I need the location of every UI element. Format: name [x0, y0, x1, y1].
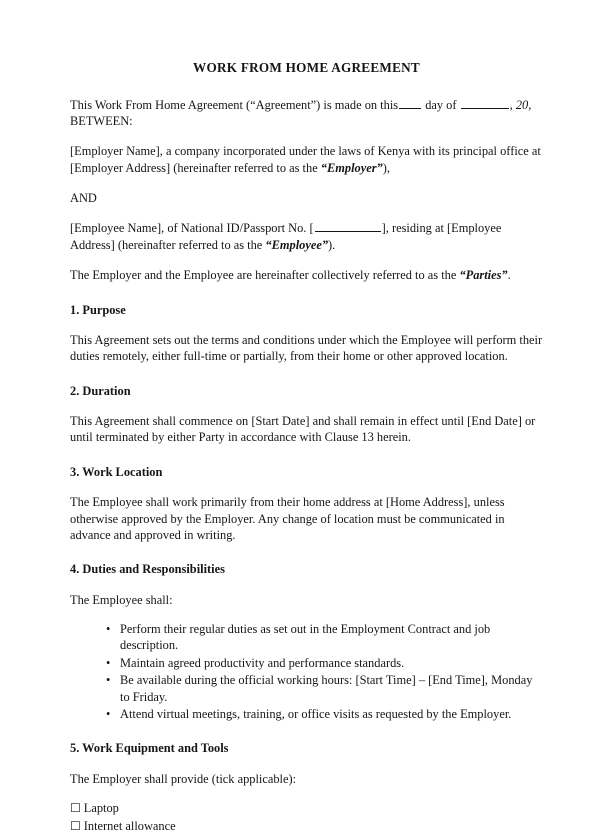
list-item: • Perform their regular duties as set out in the Employment Contract and job description. — [106, 621, 543, 654]
section-heading-duration: 2. Duration — [70, 383, 131, 398]
employee-party-text: [Employee Name], of National ID/Passport No. [ — [70, 221, 314, 236]
equipment-checkbox-list — [70, 800, 543, 835]
list-item: • Attend virtual meetings, training, or office visits as requested by the Employer. — [106, 706, 543, 722]
list-item: • Be available during the official working hours: [Start Time] – [End Time], Monday to Friday. — [106, 672, 543, 705]
preamble-lead-text: This Work From Home Agreement (“Agreement”) is made on this — [70, 97, 399, 112]
employee-party-text-tail: ). — [328, 237, 336, 252]
employee-party-text-mid: ], residing at [Employee Address] (hereinafter referred to as the — [70, 221, 502, 252]
section-heading-duties: 4. Duties and Responsibilities — [70, 562, 225, 577]
section-body-work-equipment: The Employer shall provide (tick applicable): — [70, 771, 297, 786]
employer-defined-term: “Employer” — [320, 160, 383, 175]
employer-party-text-tail: ), — [382, 160, 390, 175]
checkbox-label-internet-allowance: Internet allowance — [83, 818, 176, 833]
duties-bullet-list — [70, 621, 543, 722]
preamble-year-text: 20 — [515, 97, 529, 112]
section-heading-work-location: 3. Work Location — [70, 464, 163, 479]
day-blank-field[interactable] — [399, 97, 421, 108]
and-connector-label: AND — [70, 191, 97, 205]
checkbox-row-laptop[interactable] — [70, 800, 543, 818]
preamble-paragraph — [70, 97, 543, 130]
between-label: BETWEEN: — [70, 113, 133, 128]
section-body-duties: The Employee shall: — [70, 592, 173, 607]
checkbox-row-internet-allowance[interactable] — [70, 818, 543, 835]
preamble-trailing-comma: , — [528, 97, 532, 112]
employer-party-paragraph — [70, 143, 543, 176]
parties-definition-text: The Employer and the Employee are hereinafter collectively referred to as the — [70, 268, 460, 283]
section-body-duration: This Agreement shall commence on [Start Date] and shall remain in effect until [End Date] or until terminated by either Party in accordance with Clause 13 herein. — [70, 414, 536, 445]
section-heading-work-equipment: 5. Work Equipment and Tools — [70, 741, 229, 756]
parties-defined-term: “Parties” — [459, 268, 508, 283]
checkbox-icon[interactable]: ☐ — [70, 801, 81, 815]
checkbox-label-laptop: Laptop — [83, 801, 119, 815]
checkbox-icon[interactable]: ☐ — [70, 818, 81, 833]
page-title: WORK FROM HOME AGREEMENT — [193, 60, 420, 75]
section-body-work-location: The Employee shall work primarily from their home address at [Home Address], unless otherwise approved by the Employer. Any change of location must be communicated in advance and approved in writing. — [70, 495, 505, 542]
month-blank-field[interactable] — [461, 97, 509, 108]
national-id-blank-field[interactable] — [315, 221, 381, 232]
employee-defined-term: “Employee” — [265, 237, 329, 252]
document-body — [70, 60, 543, 835]
preamble-day-of-text: day of — [425, 97, 457, 112]
parties-definition-paragraph — [70, 267, 543, 283]
parties-definition-text-tail: . — [507, 268, 511, 283]
section-heading-purpose: 1. Purpose — [70, 302, 126, 317]
employer-party-text: [Employer Name], a company incorporated under the laws of Kenya with its principal office at [Employer Address] (hereinafter referred to as the — [70, 144, 541, 175]
employee-party-paragraph — [70, 220, 543, 253]
list-item: • Maintain agreed productivity and performance standards. — [106, 655, 543, 671]
preamble-comma-text: , — [509, 97, 516, 112]
section-body-purpose: This Agreement sets out the terms and conditions under which the Employee will perform their duties remotely, either full-time or partially, from their home or other approved location. — [70, 332, 543, 364]
